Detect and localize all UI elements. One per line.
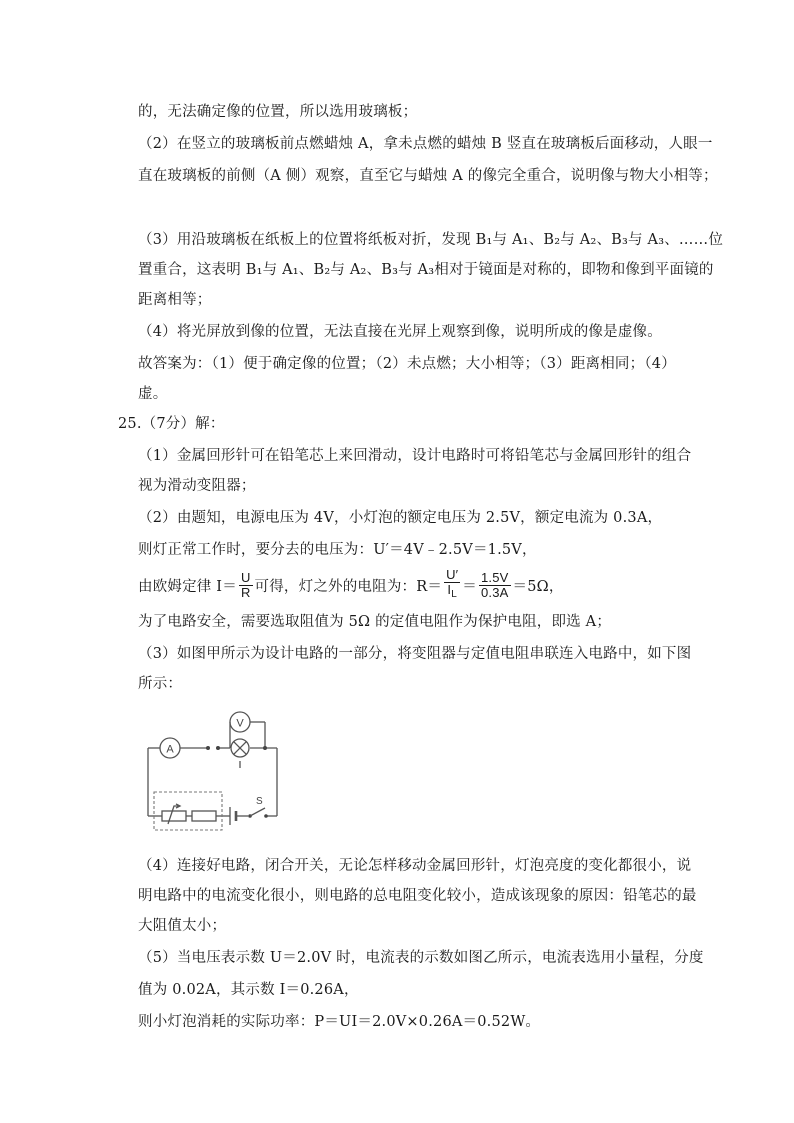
text-line: 置重合，这表明 B₁与 A₁、B₂与 A₂、B₃与 A₃相对于镜面是对称的，即物和像到平面镜的 [138, 262, 714, 278]
answer-line: 故答案为：（1）便于确定像的位置；（2）未点燃；大小相等；（3）距离相同；（4） [138, 356, 676, 372]
text-line: 的，无法确定像的位置，所以选用玻璃板； [138, 104, 418, 120]
fraction-numerator: 1.5V [481, 569, 509, 585]
text-line: （2）由题知，电源电压为 4V，小灯泡的额定电压为 2.5V，额定电流为 0.3A， [138, 510, 663, 526]
answer-line: 虚。 [138, 386, 168, 402]
subscript: L [451, 589, 457, 600]
text-line: 值为 0.02A，其示数 I＝0.26A， [138, 982, 359, 998]
fraction-numerator: U [240, 569, 251, 585]
text-line: （5）当电压表示数 U＝2.0V 时，电流表的示数如图乙所示，电流表选用小量程，分度 [138, 950, 704, 966]
text-line: 为了电路安全，需要选取阻值为 5Ω 的定值电阻作为保护电阻，即选 A； [138, 614, 612, 630]
switch [248, 796, 268, 818]
switch-label: S [256, 796, 263, 807]
text-line: 明电路中的电流变化很小，则电路的总电阻变化较小，造成该现象的原因：铅笔芯的最 [138, 888, 697, 904]
text-line: （2）在竖立的玻璃板前点燃蜡烛 A，拿未点燃的蜡烛 B 竖直在玻璃板后面移动，人眼一 [138, 136, 713, 152]
text-line: 则灯正常工作时，要分去的电压为：U′＝4V﹣2.5V＝1.5V， [138, 542, 537, 558]
voltmeter [230, 712, 250, 732]
circuit-diagram [140, 706, 290, 836]
current-symbol: I [447, 582, 452, 597]
lamp [231, 739, 249, 768]
text-line: 视为滑动变阻器； [138, 478, 256, 494]
text-line: 距离相等； [138, 292, 212, 308]
fixed-resistor [192, 811, 216, 821]
fraction-denominator: R [240, 584, 251, 600]
text-line: （3）如图甲所示为设计电路的一部分，将变阻器与定值电阻串联连入电路中，如下图 [138, 646, 692, 662]
text-line: （4）将光屏放到像的位置，无法直接在光屏上观察到像，说明所成的像是虚像。 [138, 324, 662, 340]
text-line: 直在玻璃板的前侧（A 侧）观察，直至它与蜡烛 A 的像完全重合，说明像与物大小相等； [138, 168, 718, 184]
formula-result: ＝5Ω， [512, 579, 564, 595]
text-line: 则小灯泡消耗的实际功率：P＝UI＝2.0V×0.26A＝0.52W。 [138, 1014, 541, 1030]
fraction-numerator: U′ [446, 567, 459, 582]
text-line: 所示： [138, 676, 183, 692]
fraction-u-over-r [239, 571, 253, 600]
fraction-denominator [444, 583, 460, 602]
fraction-values [479, 571, 511, 600]
pencil-rheostat [162, 804, 186, 824]
ammeter [160, 738, 180, 758]
fraction-denominator: 0.3A [481, 584, 509, 600]
text-line: （4）连接好电路，闭合开关，无论怎样移动金属回形针，灯泡亮度的变化都很小，说 [138, 858, 692, 874]
battery [230, 807, 236, 825]
formula-text: 由欧姆定律 I＝ [138, 579, 237, 595]
equals-sign: ＝ [462, 579, 477, 595]
formula-text: 可得，灯之外的电阻为：R＝ [254, 579, 443, 595]
ohm-law-formula-line [138, 567, 564, 604]
ammeter-label: A [166, 743, 174, 756]
fraction-u-prime-over-il [444, 568, 460, 602]
text-line: （3）用沿玻璃板在纸板上的位置将纸板对折，发现 B₁与 A₁、B₂与 A₂、B₃与 A₃、……位 [138, 232, 724, 248]
question-heading: 25.（7分）解： [118, 416, 225, 432]
text-line: （1）金属回形针可在铅笔芯上来回滑动，设计电路时可将铅笔芯与金属回形针的组合 [138, 448, 692, 464]
text-line: 大阻值太小； [138, 918, 227, 934]
voltmeter-label: V [236, 717, 244, 730]
